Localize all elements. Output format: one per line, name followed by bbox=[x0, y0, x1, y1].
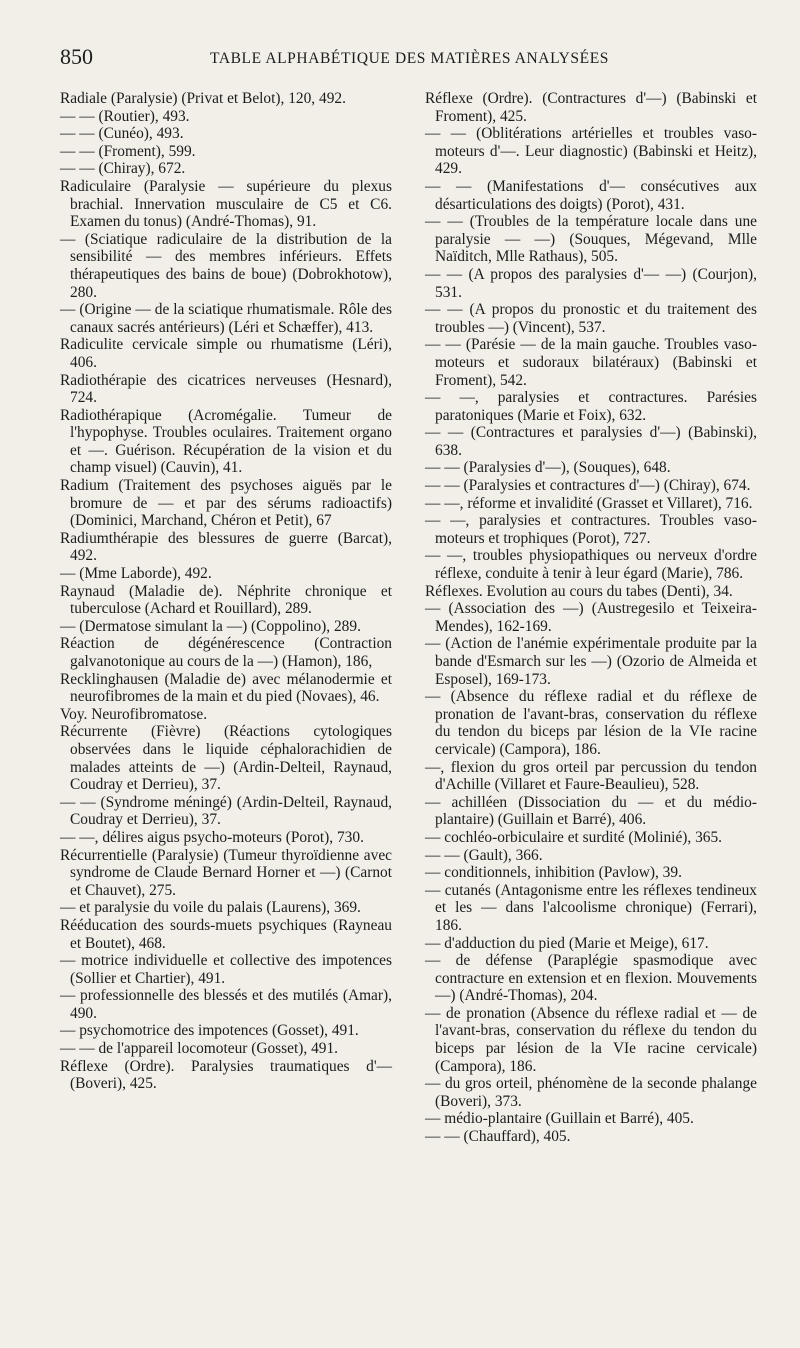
index-entry: Réflexe (Ordre). Paralysies traumatiques d'— (Boveri), 425. bbox=[60, 1057, 392, 1093]
index-entry: — — (Chiray), 672. bbox=[60, 160, 186, 178]
page-number: 850 bbox=[60, 44, 93, 69]
index-entry: — — (Paralysies et contractures d'—) (Chiray), 674. bbox=[425, 477, 751, 495]
index-entry: Radiculite cervicale simple ou rhumatisme (Léri), 406. bbox=[60, 336, 392, 371]
index-entry: — (Action de l'anémie expérimentale produite par la bande d'Esmarch sur les —) (Ozorio de Almeida et Esposel), 169-173. bbox=[425, 635, 757, 688]
index-entry: Rééducation des sourds-muets psychiques (Rayneau et Boutet), 468. bbox=[60, 916, 392, 952]
index-entry: — (Sciatique radiculaire de la distribution de la sensibilité — des membres inférieurs. Effets thérapeutiques des bains de boue) (Dobrokhotow), 280. bbox=[60, 230, 392, 301]
index-entry: — de défense (Paraplégie spasmodique avec contracture en extension et en flexion. Mouvements —) (André-Thomas), 204. bbox=[425, 952, 757, 1005]
index-entry: — motrice individuelle et collective des impotences (Sollier et Chartier), 491. bbox=[60, 952, 392, 987]
index-entry: — — (Parésie — de la main gauche. Troubles vaso-moteurs et sudoraux bilatéraux) (Babinski et Froment), 542. bbox=[425, 336, 757, 389]
index-entry: Récurrentielle (Paralysie) (Tumeur thyroïdienne avec syndrome de Claude Bernard Horner et —) (Carnot et Chauvet), 275. bbox=[60, 846, 392, 899]
index-entry: — —, délires aigus psycho-moteurs (Porot), 730. bbox=[60, 828, 364, 846]
index-entry: — et paralysie du voile du palais (Laurens), 369. bbox=[60, 899, 361, 917]
index-entry: Radiothérapie des cicatrices nerveuses (Hesnard), 724. bbox=[60, 371, 392, 407]
index-entry: — — (Froment), 599. bbox=[60, 142, 196, 160]
index-entry: — — (Cunéo), 493. bbox=[60, 125, 184, 143]
index-entry: — — (Oblitérations artérielles et troubles vaso-moteurs d'—. Leur diagnostic) (Babinski et Heitz), 429. bbox=[425, 125, 757, 178]
index-entry: — cutanés (Antagonisme entre les réflexes tendineux et les — dans l'alcoolisme chronique) (Ferrari), 186. bbox=[425, 881, 757, 934]
index-entry: Radiothérapique (Acromégalie. Tumeur de l'hypophyse. Troubles oculaires. Traitement organo et —. Guérison. Récupération de la vision et du champ visuel) (Cauvin), 41. bbox=[60, 406, 392, 477]
index-entry: Réaction de dégénérescence (Contraction galvanotonique au cours de la —) (Hamon), 186, bbox=[60, 635, 392, 670]
index-entry: — d'adduction du pied (Marie et Meige), 617. bbox=[425, 934, 709, 952]
index-entry: — du gros orteil, phénomène de la seconde phalange (Boveri), 373. bbox=[425, 1075, 757, 1110]
index-entry: Recklinghausen (Maladie de) avec mélanodermie et neurofibromes de la main et du pied (Novaes), 46. bbox=[60, 670, 392, 706]
index-entry: Radiumthérapie des blessures de guerre (Barcat), 492. bbox=[60, 529, 392, 565]
index-entry: — — (Routier), 493. bbox=[60, 107, 190, 125]
index-entry: — (Mme Laborde), 492. bbox=[60, 565, 212, 583]
index-entry: — (Absence du réflexe radial et du réflexe de pronation de l'avant-bras, conservation du réflexe du tendon du biceps par lésion de la VIe racine cervicale) (Campora), 186. bbox=[425, 688, 757, 758]
index-entry: — — (Troubles de la température locale dans une paralysie — —) (Souques, Mégevand, Mlle Naïditch, Mlle Rathaus), 505. bbox=[425, 213, 757, 266]
index-entry: — — (Paralysies d'—), (Souques), 648. bbox=[425, 459, 671, 477]
index-entry: — —, réforme et invalidité (Grasset et Villaret), 716. bbox=[425, 494, 753, 512]
index-entry: — — (A propos des paralysies d'— —) (Courjon), 531. bbox=[425, 265, 757, 301]
index-entry: — — (A propos du pronostic et du traitement des troubles —) (Vincent), 537. bbox=[425, 301, 757, 336]
index-column-right bbox=[425, 90, 757, 1146]
index-entry: — — (Chauffard), 405. bbox=[425, 1128, 571, 1146]
index-entry: — — (Gault), 366. bbox=[425, 846, 543, 864]
index-entry: — conditionnels, inhibition (Pavlow), 39. bbox=[425, 864, 682, 882]
index-entry: Réflexes. Evolution au cours du tabes (Denti), 34. bbox=[425, 582, 733, 600]
index-entry: — —, paralysies et contractures. Troubles vaso-moteurs et trophiques (Porot), 727. bbox=[425, 512, 757, 547]
index-entry: — —, troubles physiopathiques ou nerveux d'ordre réflexe, conduite à tenir à leur égard (Marie), 786. bbox=[425, 547, 757, 583]
index-entry: — médio-plantaire (Guillain et Barré), 405. bbox=[425, 1110, 694, 1128]
running-title: TABLE ALPHABÉTIQUE DES MATIÈRES ANALYSÉES bbox=[210, 50, 609, 67]
index-entry: — psychomotrice des impotences (Gosset), 491. bbox=[60, 1022, 359, 1040]
index-entry: Récurrente (Fièvre) (Réactions cytologiques observées dans le liquide céphalorachidien de malades atteints de —) (Ardin-Delteil, Raynaud, Coudray et Derrieu), 37. bbox=[60, 723, 392, 794]
index-entry: — — (Syndrome méningé) (Ardin-Delteil, Raynaud, Coudray et Derrieu), 37. bbox=[60, 793, 392, 829]
index-entry: Réflexe (Ordre). (Contractures d'—) (Babinski et Froment), 425. bbox=[425, 90, 757, 125]
index-entry: — —, paralysies et contractures. Parésies paratoniques (Marie et Foix), 632. bbox=[425, 389, 757, 424]
index-entry: — achilléen (Dissociation du — et du médio-plantaire) (Guillain et Barré), 406. bbox=[425, 793, 757, 829]
index-entry: —, flexion du gros orteil par percussion du tendon d'Achille (Villaret et Faure-Beaulieu), 528. bbox=[425, 758, 757, 794]
index-entry: — (Origine — de la sciatique rhumatismale. Rôle des canaux sacrés antérieurs) (Léri et Schæffer), 413. bbox=[60, 301, 392, 336]
index-entry: — (Dermatose simulant la —) (Coppolino), 289. bbox=[60, 617, 361, 635]
index-entry: Raynaud (Maladie de). Néphrite chronique et tuberculose (Achard et Rouillard), 289. bbox=[60, 582, 392, 618]
index-entry: — — de l'appareil locomoteur (Gosset), 491. bbox=[60, 1040, 339, 1058]
index-column-left bbox=[60, 90, 392, 1093]
index-entry: — (Association des —) (Austregesilo et Teixeira-Mendes), 162-169. bbox=[425, 600, 757, 635]
page-header bbox=[60, 44, 760, 74]
index-entry: — — (Manifestations d'— consécutives aux désarticulations des doigts) (Porot), 431. bbox=[425, 177, 757, 213]
index-entry: — professionnelle des blessés et des mutilés (Amar), 490. bbox=[60, 987, 392, 1022]
index-entry: — — (Contractures et paralysies d'—) (Babinski), 638. bbox=[425, 424, 757, 459]
index-entry: Voy. Neurofibromatose. bbox=[60, 705, 208, 723]
index-entry: Radium (Traitement des psychoses aiguës par le bromure de — et par des sérums radioactifs) (Dominici, Marchand, Chéron et Petit), 67 bbox=[60, 477, 392, 530]
index-entry: — cochléo-orbiculaire et surdité (Molinié), 365. bbox=[425, 828, 723, 846]
index-entry: Radiale (Paralysie) (Privat et Belot), 120, 492. bbox=[60, 90, 346, 107]
index-entry: Radiculaire (Paralysie — supérieure du plexus brachial. Innervation musculaire de C5 et C6. Examen du tonus) (André-Thomas), 91. bbox=[60, 177, 392, 231]
index-entry: — de pronation (Absence du réflexe radial et — de l'avant-bras, conservation du réflexe du tendon du biceps par lésion de la VIe racine cervicale) (Campora), 186. bbox=[425, 1004, 757, 1075]
